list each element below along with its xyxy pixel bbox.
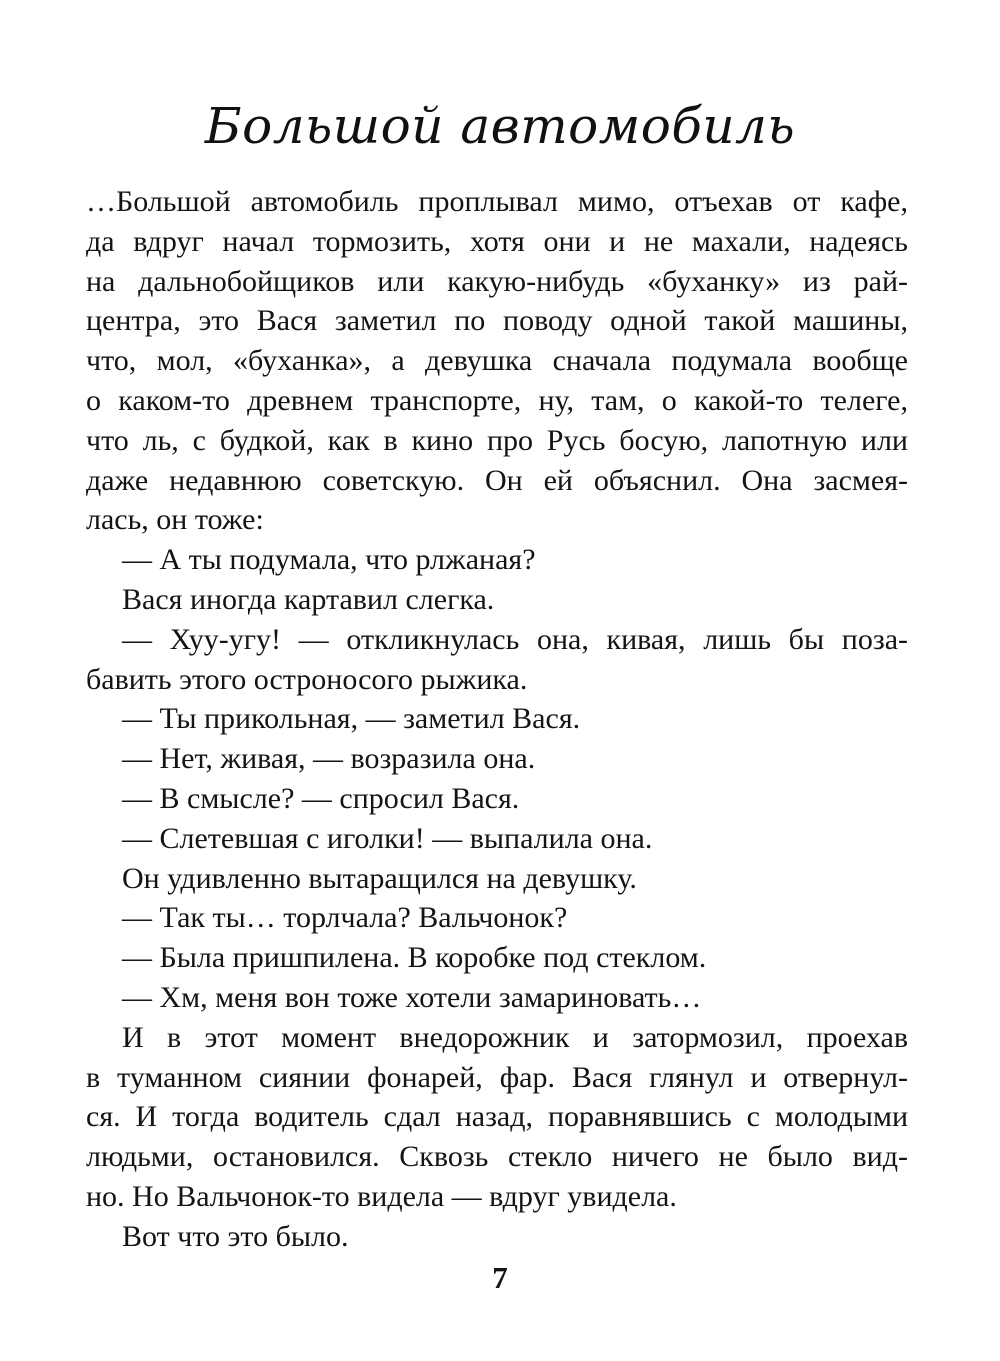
text-line: что ль, с будкой, как в кино про Русь босую, лапотную или [86, 423, 908, 457]
text-line: людьми, остановился. Сквозь стекло ничего не было вид- [86, 1140, 908, 1174]
chapter-title: Большой автомобиль [204, 97, 796, 155]
page-number: 7 [492, 1260, 508, 1295]
text-line: Он удивленно вытаращился на девушку. [122, 861, 637, 895]
text-line: о каком-то древнем транспорте, ну, там, о какой-то телеге, [86, 383, 908, 417]
text-line: в туманном сиянии фонарей, фар. Вася глянул и отвернул- [86, 1060, 908, 1094]
dialogue-line: — Слетевшая с иголки! — выпалила она. [122, 821, 653, 855]
text-line: да вдруг начал тормозить, хотя они и не махали, надеясь [86, 224, 908, 258]
text-line: центра, это Вася заметил по поводу одной такой машины, [86, 304, 908, 338]
text-line: ся. И тогда водитель сдал назад, поравнявшись с молодыми [86, 1100, 908, 1134]
text-line: на дальнобойщиков или какую-нибудь «буханку» из рай- [86, 264, 908, 298]
dialogue-line: — Нет, живая, — возразила она. [122, 742, 536, 776]
text-line: но. Но Вальчонок-то видела — вдруг увидела. [86, 1179, 677, 1213]
dialogue-line: — Была пришпилена. В коробке под стеклом. [122, 941, 707, 975]
text-line: …Большой автомобиль проплывал мимо, отъехав от кафе, [86, 185, 908, 218]
dialogue-line: — В смысле? — спросил Вася. [122, 781, 520, 815]
chapter-text [86, 182, 908, 1257]
dialogue-line: — Хм, меня вон тоже хотели замариновать… [122, 980, 702, 1014]
text-line: Вася иногда картавил слегка. [122, 582, 495, 616]
dialogue-line: — А ты подумала, что рлжаная? [122, 543, 536, 577]
dialogue-line: — Так ты… торлчала? Вальчонок? [122, 901, 568, 935]
text-line: что, мол, «буханка», а девушка сначала подумала вообще [86, 344, 908, 378]
dialogue-line: — Хуу-угу! — откликнулась она, кивая, лишь бы поза- [122, 622, 908, 656]
text-line: бавить этого остроносого рыжика. [86, 662, 528, 696]
text-line: И в этот момент внедорожник и затормозил, проехав [122, 1020, 908, 1054]
text-line: даже недавнюю советскую. Он ей объяснил. Она засмея- [86, 463, 908, 497]
dialogue-line: — Ты прикольная, — заметил Вася. [122, 702, 581, 736]
text-line: лась, он тоже: [86, 503, 264, 537]
text-line: Вот что это было. [122, 1219, 349, 1253]
